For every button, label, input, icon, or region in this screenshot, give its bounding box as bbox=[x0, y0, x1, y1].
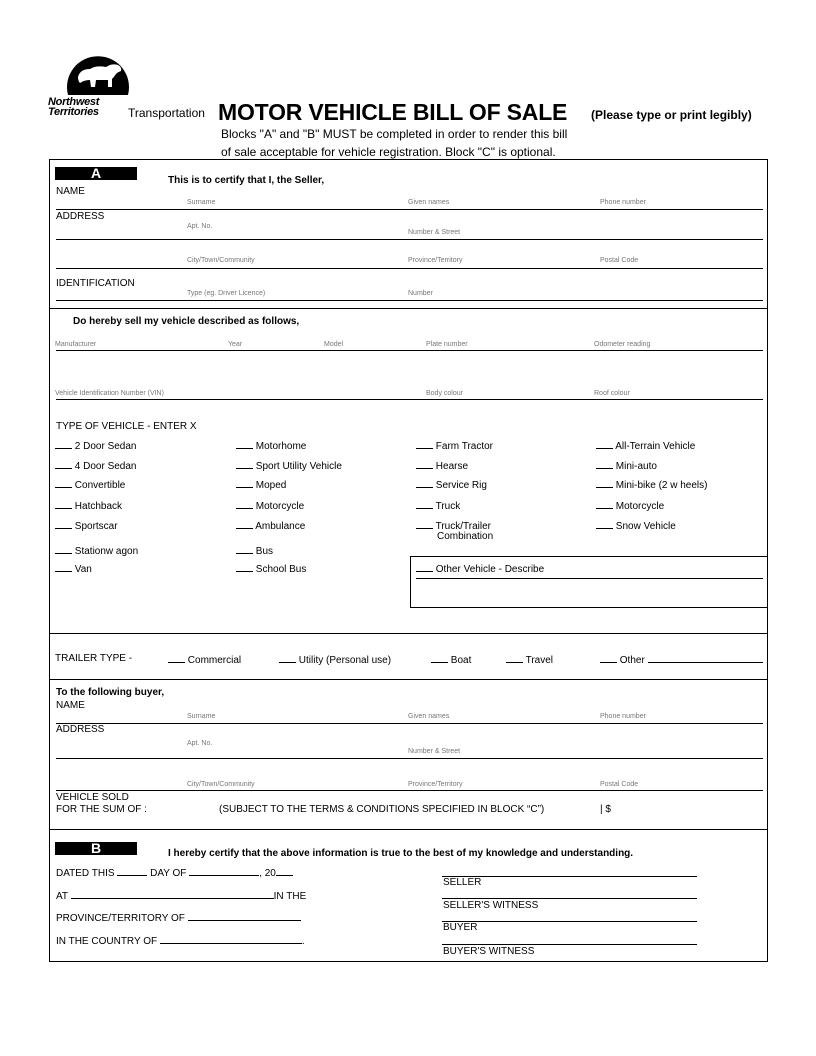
vehicle-option-motorcycle[interactable]: Motorcycle bbox=[236, 499, 304, 512]
seller-street-field[interactable] bbox=[56, 239, 763, 240]
buyer-city-label: City/Town/Community bbox=[187, 781, 255, 788]
buyer-surname-label: Surname bbox=[187, 713, 216, 720]
buyer-witness-label: BUYER'S WITNESS bbox=[443, 946, 535, 957]
seller-identification-label: IDENTIFICATION bbox=[56, 278, 135, 289]
seller-address-label: ADDRESS bbox=[56, 211, 105, 222]
block-b-certify-text: I hereby certify that the above information is true to the best of my knowledge and understanding. bbox=[168, 848, 634, 859]
buyer-witness-signature-field[interactable] bbox=[442, 944, 697, 945]
buyer-signature-field[interactable] bbox=[442, 921, 697, 922]
buyer-street-label: Number & Street bbox=[408, 748, 461, 755]
seller-given-names-label: Given names bbox=[408, 199, 450, 206]
seller-name-label: NAME bbox=[56, 186, 85, 197]
seller-witness-label: SELLER'S WITNESS bbox=[443, 900, 539, 911]
vehicle-option-mini-bike[interactable]: Mini-bike (2 w heels) bbox=[596, 478, 707, 491]
province-line[interactable]: PROVINCE/TERRITORY OF bbox=[56, 911, 301, 924]
buyer-street-field[interactable] bbox=[56, 758, 763, 759]
seller-city-label: City/Town/Community bbox=[187, 257, 255, 264]
vehicle-option-motorcycle-2[interactable]: Motorcycle bbox=[596, 499, 664, 512]
vin-label: Vehicle Identification Number (VIN) bbox=[55, 390, 164, 397]
vehicle-sold-label-1: VEHICLE SOLD bbox=[56, 792, 129, 803]
instructions-line2: of sale acceptable for vehicle registration. Block "C" is optional. bbox=[221, 145, 556, 159]
plate-label: Plate number bbox=[426, 341, 468, 348]
seller-postal-label: Postal Code bbox=[600, 257, 639, 264]
block-a-label: A bbox=[55, 167, 137, 180]
vehicle-option-farm-tractor[interactable]: Farm Tractor bbox=[416, 439, 493, 452]
seller-province-label: Province/Territory bbox=[408, 257, 463, 264]
vehicle-option-hatchback[interactable]: Hatchback bbox=[55, 499, 122, 512]
vehicle-option-service-rig[interactable]: Service Rig bbox=[416, 478, 487, 491]
country-line[interactable]: IN THE COUNTRY OF . bbox=[56, 936, 305, 947]
vehicle-option-truck[interactable]: Truck bbox=[416, 499, 460, 512]
seller-id-number-label: Number bbox=[408, 290, 433, 297]
buyer-name-field[interactable] bbox=[56, 723, 763, 724]
vehicle-option-truck-trailer-line2: Combination bbox=[437, 531, 494, 542]
form-subtitle: (Please type or print legibly) bbox=[591, 108, 752, 122]
department-name: Transportation bbox=[128, 106, 205, 120]
buyer-heading: To the following buyer, bbox=[56, 687, 165, 698]
seller-phone-label: Phone number bbox=[600, 199, 646, 206]
section-divider bbox=[49, 679, 768, 680]
buyer-given-names-label: Given names bbox=[408, 713, 450, 720]
other-vehicle-describe-field[interactable] bbox=[416, 578, 763, 579]
vehicle-option-truck-trailer[interactable]: Truck/Trailer bbox=[416, 519, 491, 532]
vehicle-option-motorhome[interactable]: Motorhome bbox=[236, 439, 306, 452]
polar-bear-logo bbox=[66, 47, 130, 99]
year-label: Year bbox=[228, 341, 243, 348]
vehicle-option-sport-utility[interactable]: Sport Utility Vehicle bbox=[236, 459, 342, 472]
vehicle-option-moped[interactable]: Moped bbox=[236, 478, 286, 491]
seller-name-field[interactable] bbox=[56, 209, 763, 210]
vehicle-option-sportscar[interactable]: Sportscar bbox=[55, 519, 118, 532]
form-title: MOTOR VEHICLE BILL OF SALE bbox=[218, 99, 568, 125]
trailer-option-utility[interactable]: Utility (Personal use) bbox=[279, 653, 391, 666]
seller-street-label: Number & Street bbox=[408, 229, 461, 236]
vehicle-option-2-door-sedan[interactable]: 2 Door Sedan bbox=[55, 439, 137, 452]
buyer-apt-label: Apt. No. bbox=[187, 740, 213, 747]
buyer-phone-label: Phone number bbox=[600, 713, 646, 720]
vehicle-option-stationwagon[interactable]: Stationw agon bbox=[55, 544, 138, 557]
subject-to-terms-text: (SUBJECT TO THE TERMS & CONDITIONS SPECIFIED IN BLOCK “C”) bbox=[219, 804, 545, 815]
vin-field[interactable] bbox=[56, 399, 763, 400]
location-at-line[interactable]: AT IN THE bbox=[56, 891, 307, 902]
section-divider bbox=[49, 633, 768, 634]
vehicle-option-ambulance[interactable]: Ambulance bbox=[236, 519, 305, 532]
vehicle-option-hearse[interactable]: Hearse bbox=[416, 459, 468, 472]
vehicle-option-other[interactable]: Other Vehicle - Describe bbox=[416, 562, 544, 575]
trailer-option-travel[interactable]: Travel bbox=[506, 653, 553, 666]
odometer-label: Odometer reading bbox=[594, 341, 651, 348]
vehicle-option-convertible[interactable]: Convertible bbox=[55, 478, 125, 491]
seller-identification-field[interactable] bbox=[56, 300, 763, 301]
seller-witness-signature-field[interactable] bbox=[442, 898, 697, 899]
section-divider bbox=[49, 829, 768, 830]
vehicle-option-school-bus[interactable]: School Bus bbox=[236, 562, 306, 575]
seller-signature-label: SELLER bbox=[443, 877, 482, 888]
buyer-name-label: NAME bbox=[56, 700, 85, 711]
vehicle-sell-text: Do hereby sell my vehicle described as follows, bbox=[73, 316, 300, 327]
instructions-line1: Blocks "A" and "B" MUST be completed in order to render this bill bbox=[221, 127, 568, 141]
trailer-type-label: TRAILER TYPE - bbox=[55, 653, 133, 664]
trailer-option-boat[interactable]: Boat bbox=[431, 653, 471, 666]
sale-amount-field[interactable]: | $ bbox=[600, 804, 611, 815]
org-name-line2: Territories bbox=[48, 106, 99, 118]
seller-city-field[interactable] bbox=[56, 268, 763, 269]
manufacturer-label: Manufacturer bbox=[55, 341, 97, 348]
vehicle-type-heading: TYPE OF VEHICLE - ENTER X bbox=[56, 421, 197, 432]
vehicle-details-field[interactable] bbox=[56, 350, 763, 351]
vehicle-option-all-terrain[interactable]: All-Terrain Vehicle bbox=[596, 439, 695, 452]
seller-id-type-label: Type (eg. Driver Licence) bbox=[187, 290, 266, 297]
vehicle-option-bus[interactable]: Bus bbox=[236, 544, 273, 557]
buyer-address-label: ADDRESS bbox=[56, 724, 105, 735]
buyer-province-label: Province/Territory bbox=[408, 781, 463, 788]
seller-surname-label: Surname bbox=[187, 199, 216, 206]
vehicle-option-snow-vehicle[interactable]: Snow Vehicle bbox=[596, 519, 676, 532]
vehicle-option-van[interactable]: Van bbox=[55, 562, 92, 575]
model-label: Model bbox=[324, 341, 344, 348]
roof-colour-label: Roof colour bbox=[594, 390, 630, 397]
vehicle-sold-label-2: FOR THE SUM OF : bbox=[56, 804, 147, 815]
seller-certify-text: This is to certify that I, the Seller, bbox=[168, 175, 325, 186]
buyer-signature-label: BUYER bbox=[443, 922, 478, 933]
buyer-city-field[interactable] bbox=[56, 790, 763, 791]
section-divider bbox=[49, 308, 768, 309]
vehicle-option-mini-auto[interactable]: Mini-auto bbox=[596, 459, 657, 472]
block-b-label: B bbox=[55, 842, 137, 855]
seller-apt-label: Apt. No. bbox=[187, 223, 213, 230]
trailer-option-other[interactable]: Other bbox=[600, 653, 763, 666]
org-name-line1: Northwest bbox=[48, 96, 100, 108]
vehicle-option-4-door-sedan[interactable]: 4 Door Sedan bbox=[55, 459, 137, 472]
body-colour-label: Body colour bbox=[426, 390, 463, 397]
dated-line[interactable]: DATED THIS DAY OF , 20 bbox=[56, 866, 293, 879]
buyer-postal-label: Postal Code bbox=[600, 781, 639, 788]
trailer-option-commercial[interactable]: Commercial bbox=[168, 653, 241, 666]
